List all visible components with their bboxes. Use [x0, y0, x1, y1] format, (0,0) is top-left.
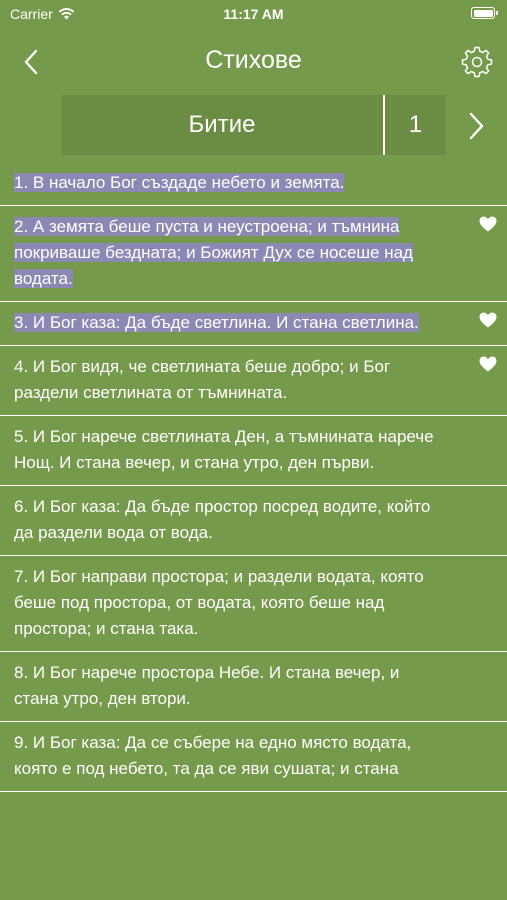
- battery-icon: [471, 7, 495, 19]
- chevron-right-icon: [462, 110, 490, 142]
- gear-icon: [461, 46, 493, 78]
- page-title: Стихове: [205, 46, 302, 74]
- chapter-select-button[interactable]: 1: [408, 111, 423, 138]
- verse-row[interactable]: [0, 206, 507, 302]
- verse-row[interactable]: [0, 162, 507, 206]
- next-chapter-button[interactable]: [462, 110, 490, 142]
- verse-text: 5. И Бог нарече светлината Ден, а тъмнината нарече Нощ. И стана вечер, и стана утро, ден първи.: [14, 427, 434, 472]
- heart-icon[interactable]: [479, 216, 497, 232]
- verse-text: 7. И Бог направи простора; и раздели водата, която беше под простора, от водата, която беше над простора; и стана така.: [14, 567, 424, 638]
- verse-row[interactable]: [0, 416, 507, 486]
- verse-text: 8. И Бог нарече простора Небе. И стана вечер, и стана утро, ден втори.: [14, 663, 400, 708]
- status-bar: [0, 0, 507, 30]
- verse-text: 1. В начало Бог създаде небето и земята.: [14, 173, 345, 192]
- heart-icon[interactable]: [479, 356, 497, 372]
- navigation-bar: [0, 36, 507, 88]
- verse-row[interactable]: [0, 302, 507, 346]
- verse-list[interactable]: [0, 162, 507, 830]
- verse-text: 4. И Бог видя, че светлината беше добро; и Бог раздели светлината от тъмнината.: [14, 357, 391, 402]
- verse-row[interactable]: [0, 346, 507, 416]
- verse-text: 9. И Бог каза: Да се събере на едно място водата, която е под небето, та да се яви сушата; и стана: [14, 733, 412, 778]
- verse-row[interactable]: [0, 652, 507, 722]
- settings-button[interactable]: [461, 46, 493, 78]
- verse-row[interactable]: [0, 722, 507, 792]
- verse-text: 6. И Бог каза: Да бъде простор посред водите, който да раздели вода от вода.: [14, 497, 431, 542]
- battery-fill: [474, 10, 493, 17]
- verse-text: 3. И Бог каза: Да бъде светлина. И стана светлина.: [14, 313, 419, 332]
- verse-text: 2. А земята беше пуста и неустроена; и тъмнина покриваше бездната; и Божият Дух се носеше над водата.: [14, 217, 413, 288]
- book-select-button[interactable]: Битие: [188, 111, 256, 138]
- book-chapter-selector: [62, 95, 446, 155]
- status-time: 11:17 AM: [223, 6, 284, 22]
- carrier-label: Carrier: [10, 6, 53, 22]
- verse-row[interactable]: [0, 556, 507, 652]
- verse-row[interactable]: [0, 486, 507, 556]
- heart-icon[interactable]: [479, 312, 497, 328]
